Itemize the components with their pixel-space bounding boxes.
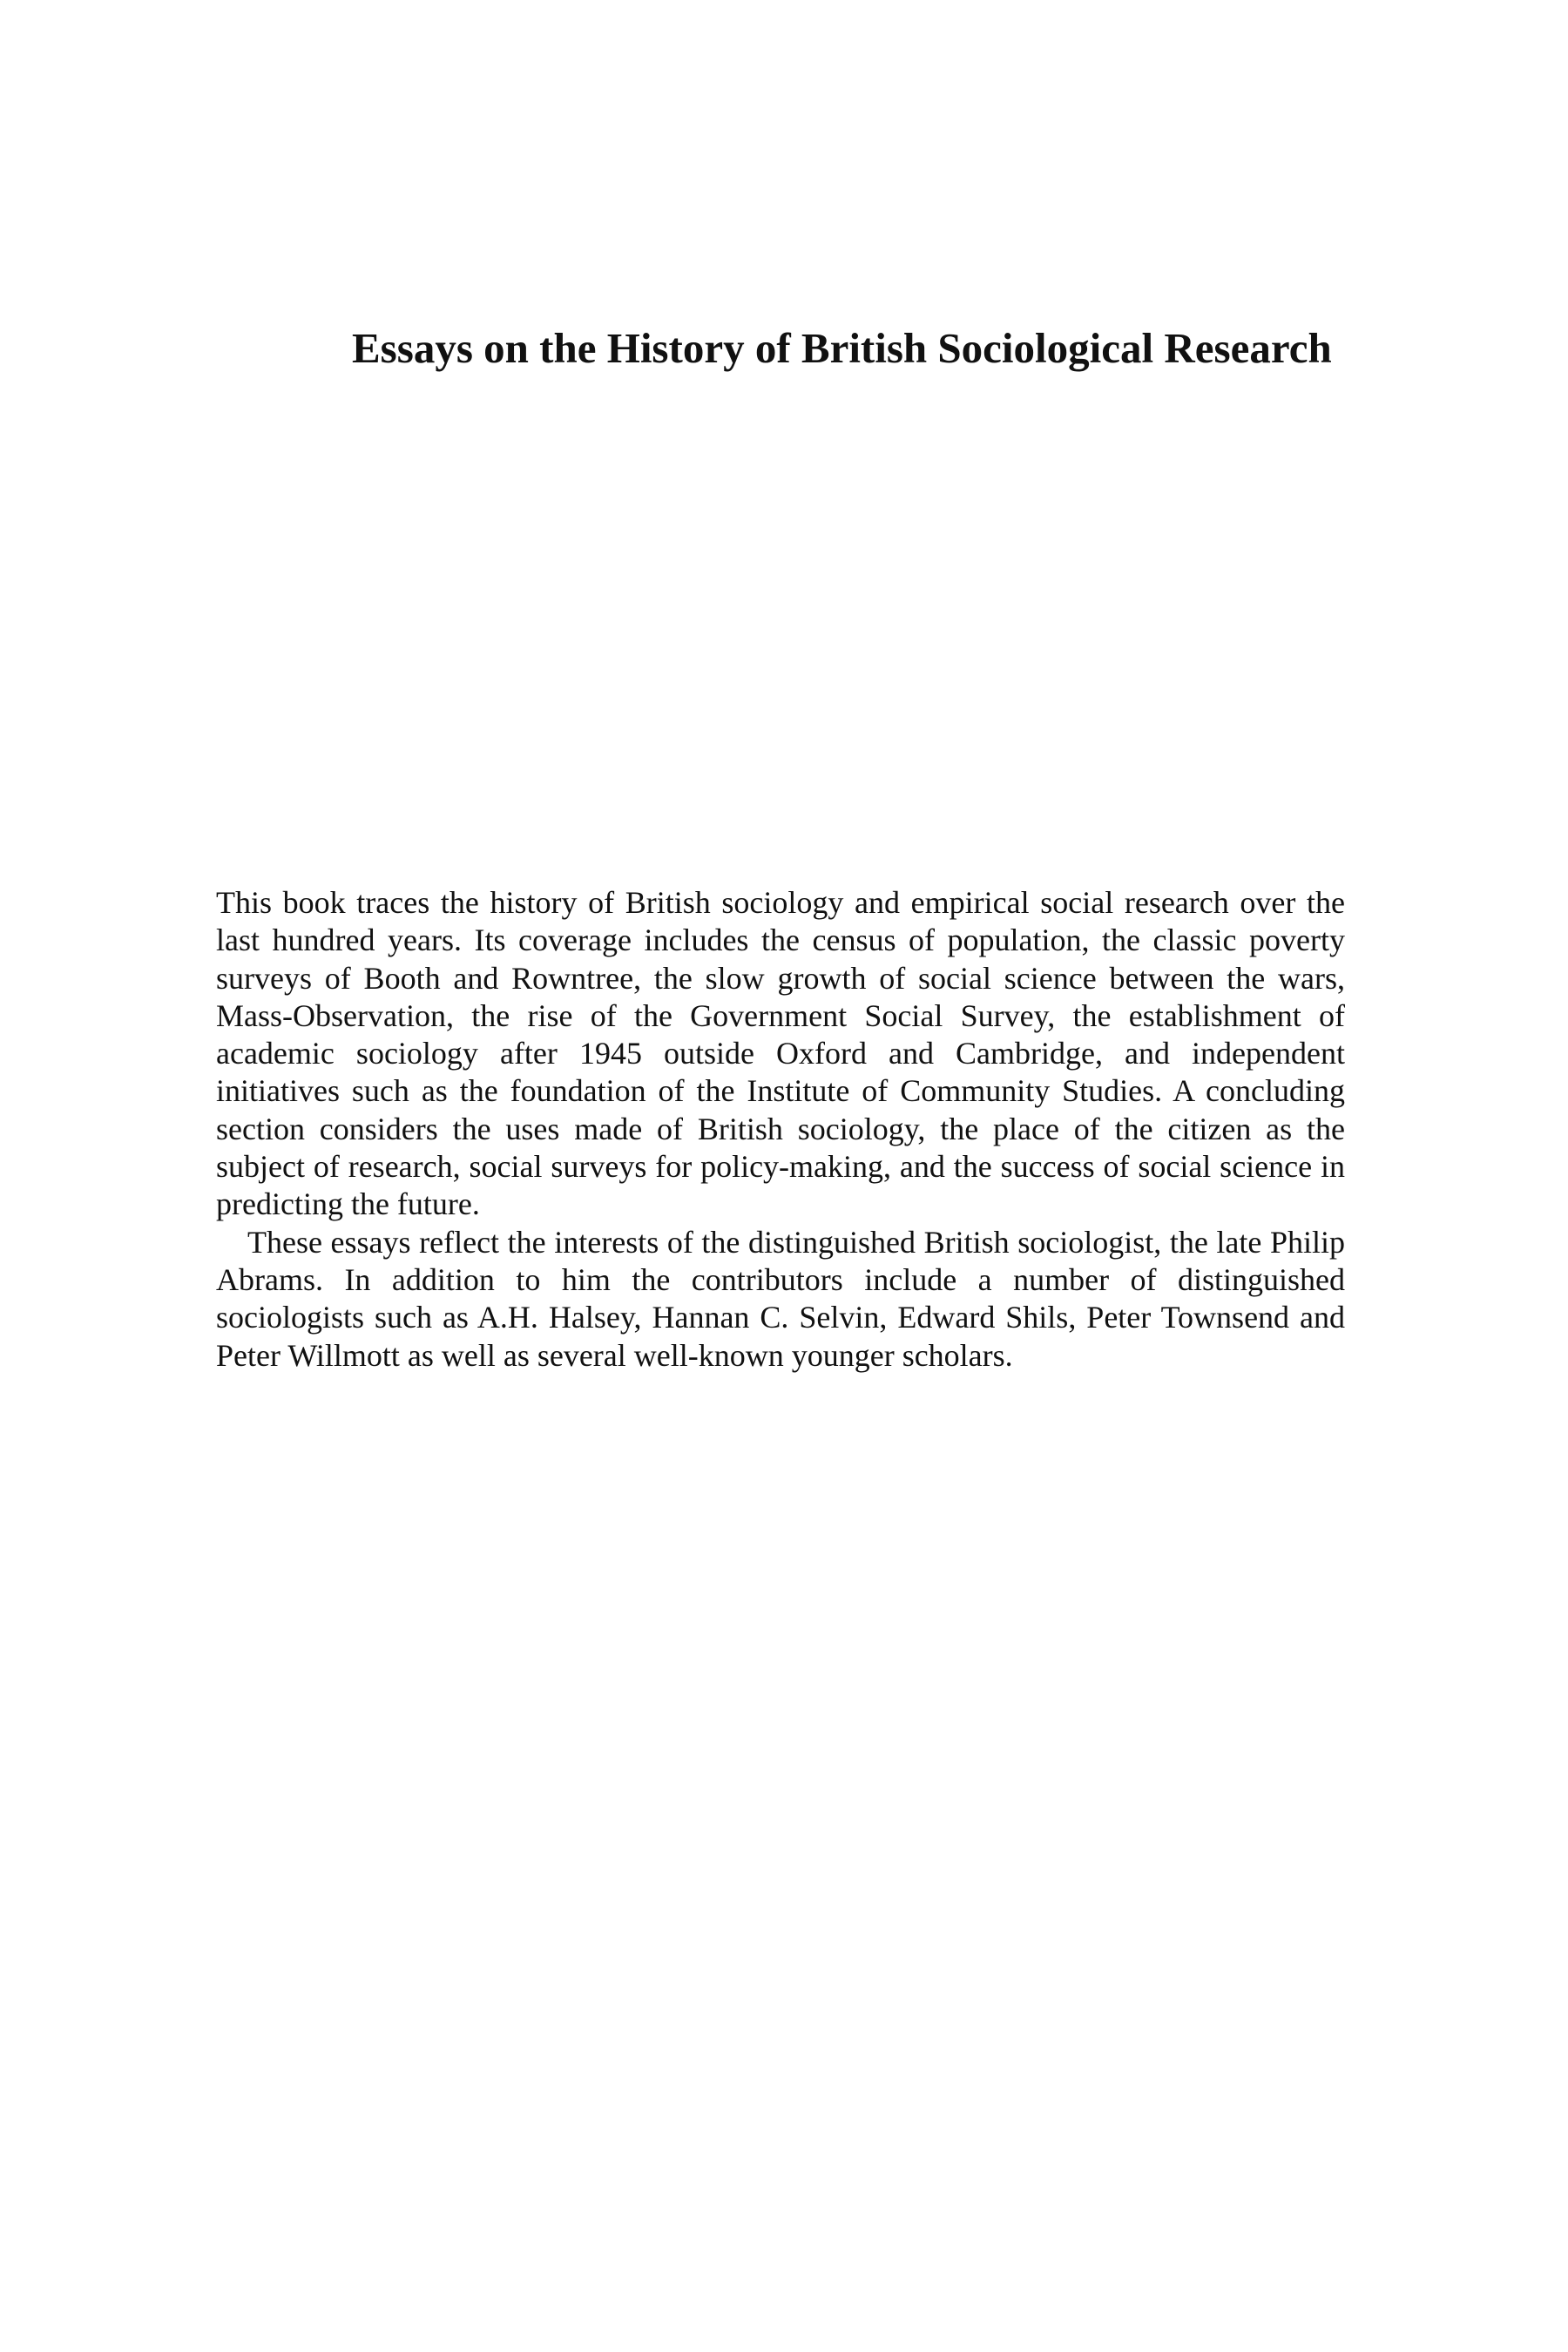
description-paragraph-2: These essays reflect the interests of the distinguished British sociologist, the late Philip Abrams. In addition to him the contributors include a number of distinguished sociologists such as A.H. Halsey, Hannan C. Selvin, Edward Shils, Peter Townsend and Peter Willmott as well as several well-known younger scholars. xyxy=(216,1224,1345,1373)
book-description xyxy=(216,884,1345,1375)
book-title: Essays on the History of British Sociological Research xyxy=(352,324,1332,372)
description-paragraph-1: This book traces the history of British sociology and empirical social research over the last hundred years. Its coverage includes the census of population, the classic poverty surveys of Booth and Rowntree, the slow growth of social science between the wars, Mass-Observation, the rise of the Government Social Survey, the establishment of academic sociology after 1945 outside Oxford and Cambridge, and independent initiatives such as the foundation of the Institute of Community Studies. A concluding section considers the uses made of British sociology, the place of the citizen as the subject of research, social surveys for policy-making, and the success of social science in predicting the future. xyxy=(216,885,1345,1222)
